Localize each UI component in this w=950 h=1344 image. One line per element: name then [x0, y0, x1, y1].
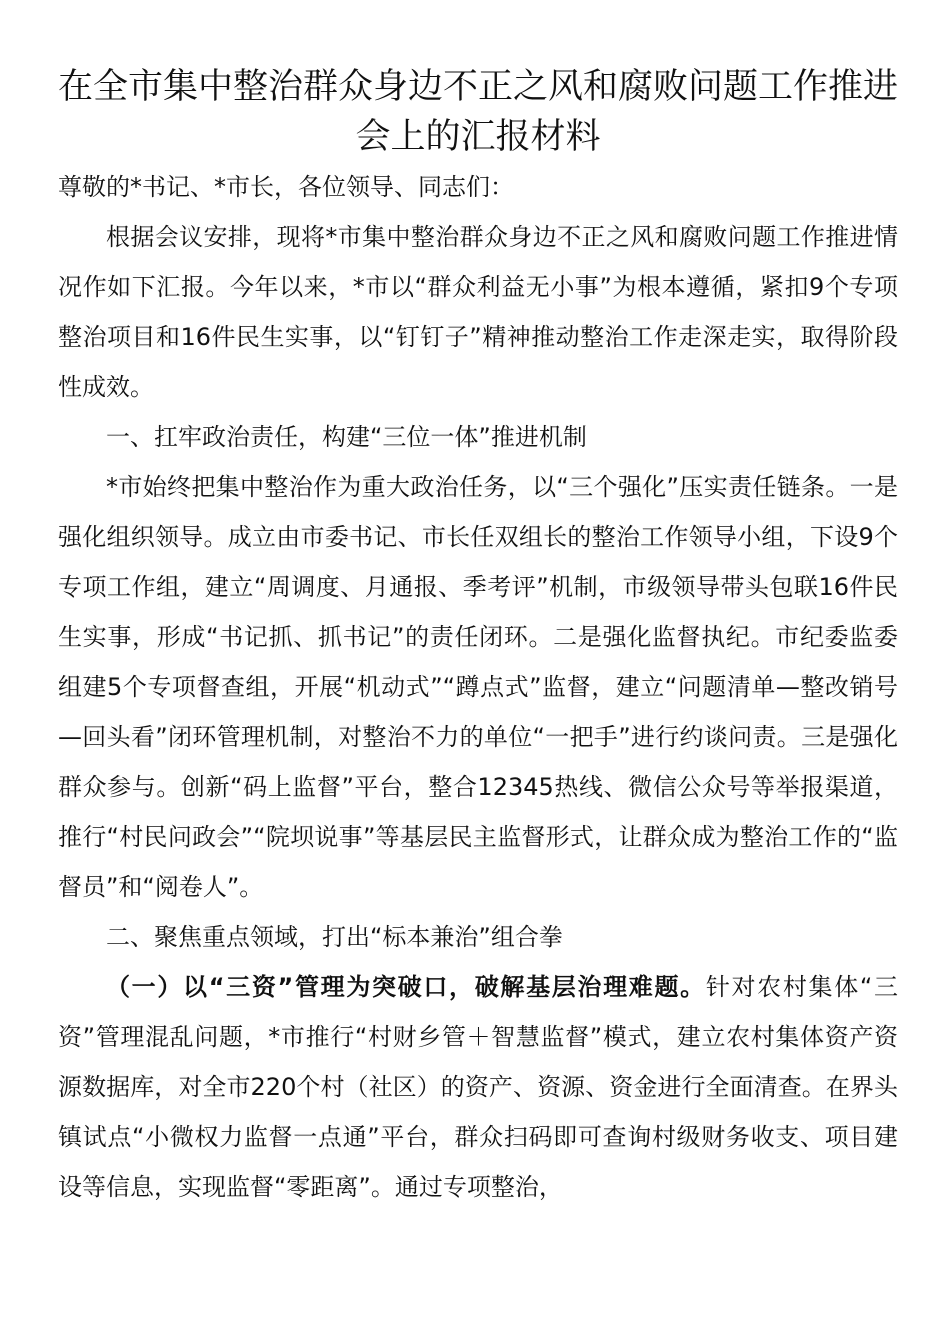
- salutation: 尊敬的*书记、*市长，各位领导、同志们：: [58, 173, 514, 201]
- subsection1-body: 针对农村集体“三资”管理混乱问题，*市推行“村财乡管＋智慧监督”模式，建立农村集体资产资源数据库，对全市220个村（社区）的资产、资源、资金进行全面清查。在界头镇试点“小微权力监督一点通”平台，群众扫码即可查询村级财务收支、项目建设等信息，实现监督“零距离”。通过专项整治，: [58, 973, 899, 1201]
- section1-heading: 一、扛牢政治责任，构建“三位一体”推进机制: [106, 423, 587, 451]
- subsection1-lead: （一）以“三资”管理为突破口，破解基层治理难题。: [106, 973, 706, 1001]
- intro-paragraph: 根据会议安排，现将*市集中整治群众身边不正之风和腐败问题工作推进情况作如下汇报。今年以来，*市以“群众利益无小事”为根本遵循，紧扣9个专项整治项目和16件民生实事，以“钉钉子”精神推动整治工作走深走实，取得阶段性成效。: [58, 223, 898, 401]
- section1-paragraph: *市始终把集中整治作为重大政治任务，以“三个强化”压实责任链条。一是强化组织领导。成立由市委书记、市长任双组长的整治工作领导小组，下设9个专项工作组，建立“周调度、月通报、季考评”机制，市级领导带头包联16件民生实事，形成“书记抓、抓书记”的责任闭环。二是强化监督执纪。市纪委监委组建5个专项督查组，开展“机动式”“蹲点式”监督，建立“问题清单—整改销号—回头看”闭环管理机制，对整治不力的单位“一把手”进行约谈问责。三是强化群众参与。创新“码上监督”平台，整合12345热线、微信公众号等举报渠道，推行“村民问政会”“院坝说事”等基层民主监督形式，让群众成为整治工作的“监督员”和“阅卷人”。: [58, 473, 898, 901]
- section2-heading: 二、聚焦重点领域，打出“标本兼治”组合拳: [106, 923, 563, 951]
- subsection1-paragraph: [58, 962, 898, 1212]
- document-title: 在全市集中整治群众身边不正之风和腐败问题工作推进会上的汇报材料: [58, 67, 899, 157]
